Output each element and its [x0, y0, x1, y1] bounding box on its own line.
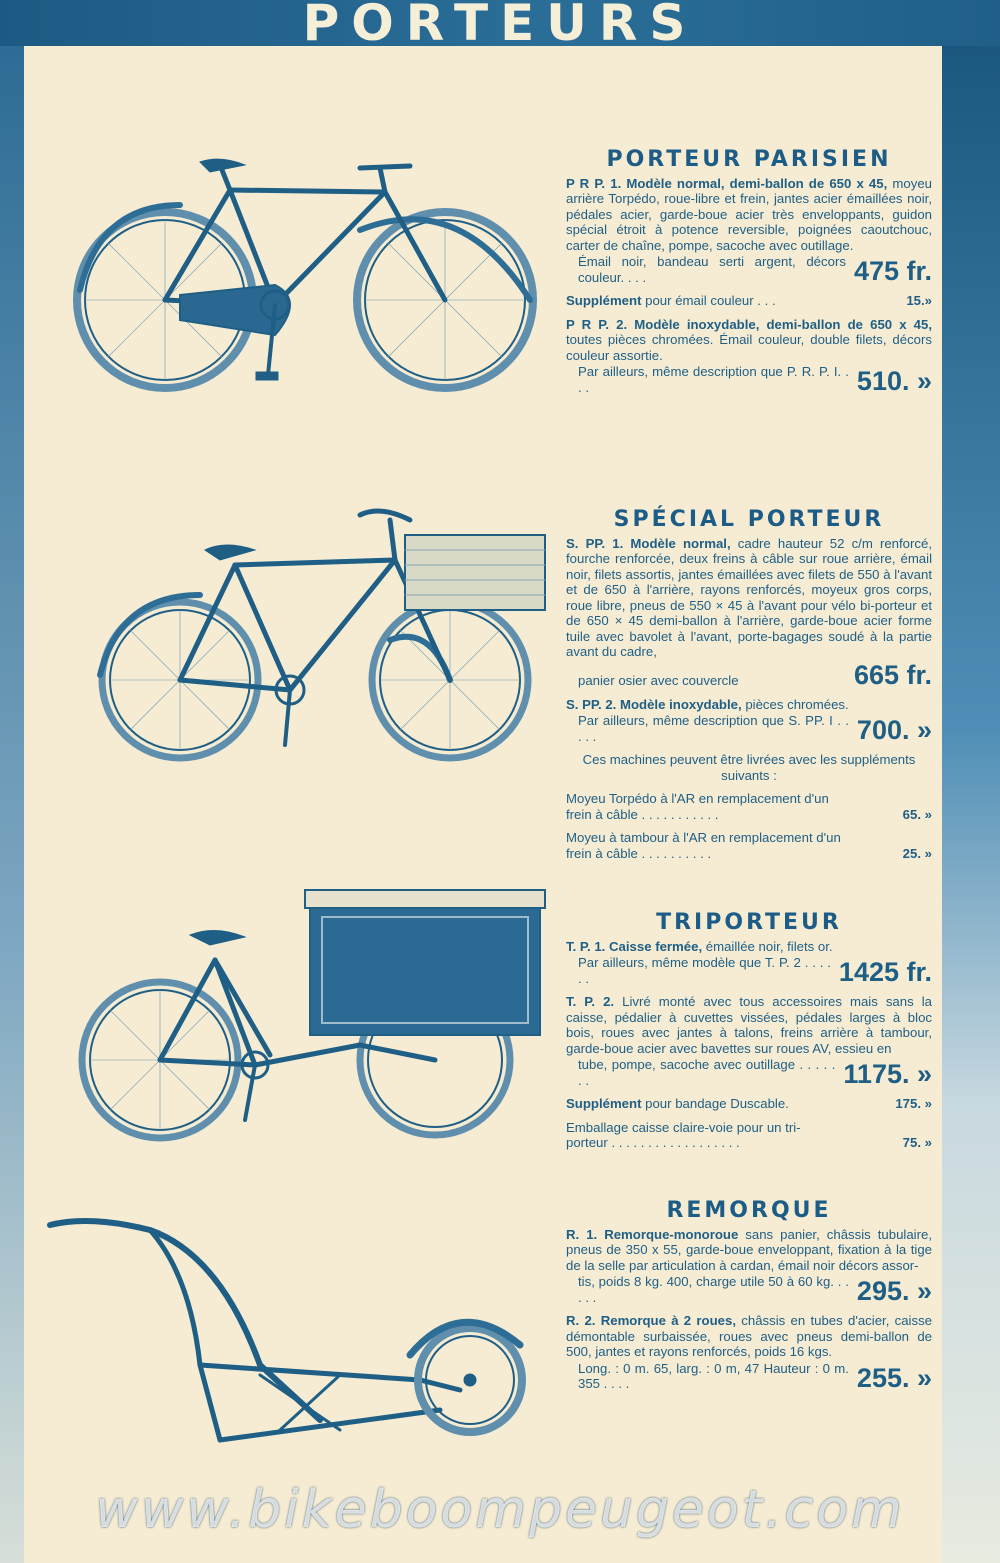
- section-porteur-parisien: [566, 147, 932, 403]
- packaging-text: Emballage caisse claire-voie pour un tri-: [566, 1119, 801, 1135]
- model-code: R. 2. Remorque à 2 roues,: [566, 1313, 736, 1328]
- price: 255. »: [856, 1362, 932, 1393]
- supplement-text: pour bandage Duscable.: [645, 1096, 789, 1111]
- price-row: [566, 1057, 932, 1088]
- watermark: www.bikeboompeugeot.com: [95, 1480, 905, 1540]
- price: 1175. »: [843, 1059, 932, 1089]
- supplement-label: frein à câble . . . . . . . . . . .: [566, 806, 719, 822]
- model-code: S. PP. 1. Modèle normal,: [566, 535, 731, 551]
- supplement-text: Moyeu Torpédo à l'AR en remplacement d'un: [566, 791, 829, 806]
- price-label: Par ailleurs, même description que P. R. P. I. . . .: [578, 364, 849, 395]
- section-title: SPÉCIAL PORTEUR: [613, 507, 885, 532]
- left-border: [0, 46, 24, 1563]
- supplements-intro: Ces machines peuvent être livrées avec les suppléments suivants :: [582, 752, 916, 783]
- model-description: Livré monté avec tous accessoires mais sans la caisse, pédalier à cuvettes vissées, pédales larges à bloc bois, roues avec jantes à talons, freins arrière à tambour, garde-boue acier avec bavettes sur roues AV, essieu en: [566, 994, 932, 1056]
- model-description: émaillée noir, filets or.: [705, 938, 833, 954]
- price-row: [566, 661, 932, 689]
- supplement-text: pour émail couleur . . .: [645, 293, 776, 308]
- entry-packaging: [566, 1120, 932, 1151]
- price-label: Émail noir, bandeau serti argent, décors couleur. . . .: [578, 254, 846, 285]
- price: 1425 fr.: [838, 957, 932, 987]
- model-description: pièces chromées.: [745, 696, 849, 712]
- price-label: Par ailleurs, même description que S. PP. I . . . . .: [578, 713, 849, 744]
- price-row: [566, 1361, 932, 1392]
- price-row: [566, 254, 932, 285]
- supplement-1: [566, 791, 932, 822]
- price: 700. »: [856, 715, 932, 745]
- model-code: P R P. 1. Modèle normal, demi-ballon de 650 x 45,: [566, 175, 888, 191]
- triporteur-illustration: [60, 885, 550, 1145]
- price-row: [566, 713, 932, 744]
- model-description: cadre hauteur 52 c/m renforcé, fourche renforcée, deux freins à câble sur roue arrière, émail noir, filets assortis, jantes émaillées avec filets de 550 à l'avant et de 650 à l'arrière, rayons renforcés, moyeux gros corps, roue libre, pneus de 550 × 45 à l'avant pour vélo bi-porteur et de 650 × 45 demi-ballon à l'arrière, garde-boue acier forme tuile avec bavolet à l'avant, porte-bagages soudé à la partie avant du cadre,: [566, 535, 932, 659]
- entry-r1: [566, 1227, 932, 1306]
- entry-r2: [566, 1313, 932, 1392]
- price: 295. »: [856, 1276, 932, 1306]
- page-title: PORTEURS: [302, 0, 698, 52]
- price: 665 fr.: [853, 659, 932, 690]
- remorque-illustration: [40, 1205, 540, 1465]
- price-label: tis, poids 8 kg. 400, charge utile 50 à 60 kg. . . . . .: [578, 1274, 849, 1305]
- packaging-price: 75. »: [902, 1135, 932, 1150]
- supplement-label: frein à câble . . . . . . . . . .: [566, 845, 712, 861]
- model-code: R. 1. Remorque-monoroue: [566, 1226, 739, 1242]
- section-triporteur: [566, 910, 932, 1159]
- model-description: châssis en tubes d'acier, caisse démontable surbaissée, roues avec pneus demi-ballon de 500, jantes et rayons renforcés, poids 16 kgs.: [566, 1313, 933, 1359]
- section-remorque: [566, 1198, 933, 1400]
- model-code: T. P. 1. Caisse fermée,: [566, 938, 703, 954]
- entry-spp2: [566, 697, 932, 745]
- price-label: tube, pompe, sacoche avec outillage . . . . . . .: [578, 1057, 836, 1088]
- entry-tp2: [566, 994, 932, 1088]
- entry-spp1: [566, 536, 932, 689]
- entry-supplement: [566, 293, 932, 309]
- price-row: [566, 364, 932, 395]
- price-row: [566, 1274, 932, 1305]
- section-title: REMORQUE: [666, 1198, 832, 1223]
- entry-tp1: [566, 939, 932, 987]
- model-code: T. P. 2.: [566, 994, 615, 1009]
- section-title: TRIPORTEUR: [656, 910, 842, 935]
- section-special-porteur: [566, 507, 932, 869]
- price-label: Par ailleurs, même modèle que T. P. 2 . . . . . .: [578, 955, 831, 986]
- price-label: panier osier avec couvercle: [578, 673, 739, 688]
- price-label: Long. : 0 m. 65, larg. : 0 m, 47 Hauteur : 0 m. 355 . . . .: [578, 1360, 849, 1391]
- supplement-label: Supplément: [566, 293, 642, 308]
- model-code: P R P. 2. Modèle inoxydable, demi-ballon de 650 x 45,: [566, 316, 932, 332]
- model-description: moyeu arrière Torpédo, roue-libre et frein, jantes acier émaillées noir, pédales acier, garde-boue acier très enveloppants, guidon spécial étroit à potence reversible, poignées caoutchouc, carter de chaîne, pompe, sacoche avec outillage.: [566, 175, 932, 253]
- entry-prp1: [566, 176, 932, 286]
- right-border: [942, 46, 1000, 1563]
- supplement-price: 175. »: [895, 1096, 932, 1111]
- model-description: toutes pièces chromées. Émail couleur, double filets, décors couleur assortie.: [566, 332, 932, 363]
- supplement-label: Supplément: [566, 1096, 642, 1111]
- price: 475 fr.: [853, 256, 932, 286]
- model-description: sans panier, châssis tubulaire, pneus de 350 x 55, garde-boue enveloppant, fixation à la tige de la selle par articulation à cardan, émail noir décors assor-: [566, 1226, 932, 1273]
- entry-prp2: [566, 317, 932, 396]
- supplement-2: [566, 830, 932, 861]
- price-row: [566, 955, 932, 986]
- packaging-label: porteur . . . . . . . . . . . . . . . . . .: [566, 1135, 740, 1150]
- entry-supplement: [566, 1096, 932, 1112]
- supplement-price: 15.»: [906, 293, 932, 308]
- porteur-parisien-illustration: [60, 150, 550, 400]
- supplement-price: 65. »: [902, 806, 932, 822]
- special-porteur-illustration: [90, 505, 550, 765]
- supplement-price: 25. »: [902, 845, 932, 861]
- model-code: S. PP. 2. Modèle inoxydable,: [566, 696, 742, 712]
- supplement-text: Moyeu à tambour à l'AR en remplacement d'un: [566, 830, 841, 845]
- section-title: PORTEUR PARISIEN: [606, 147, 892, 172]
- price: 510. »: [856, 366, 932, 396]
